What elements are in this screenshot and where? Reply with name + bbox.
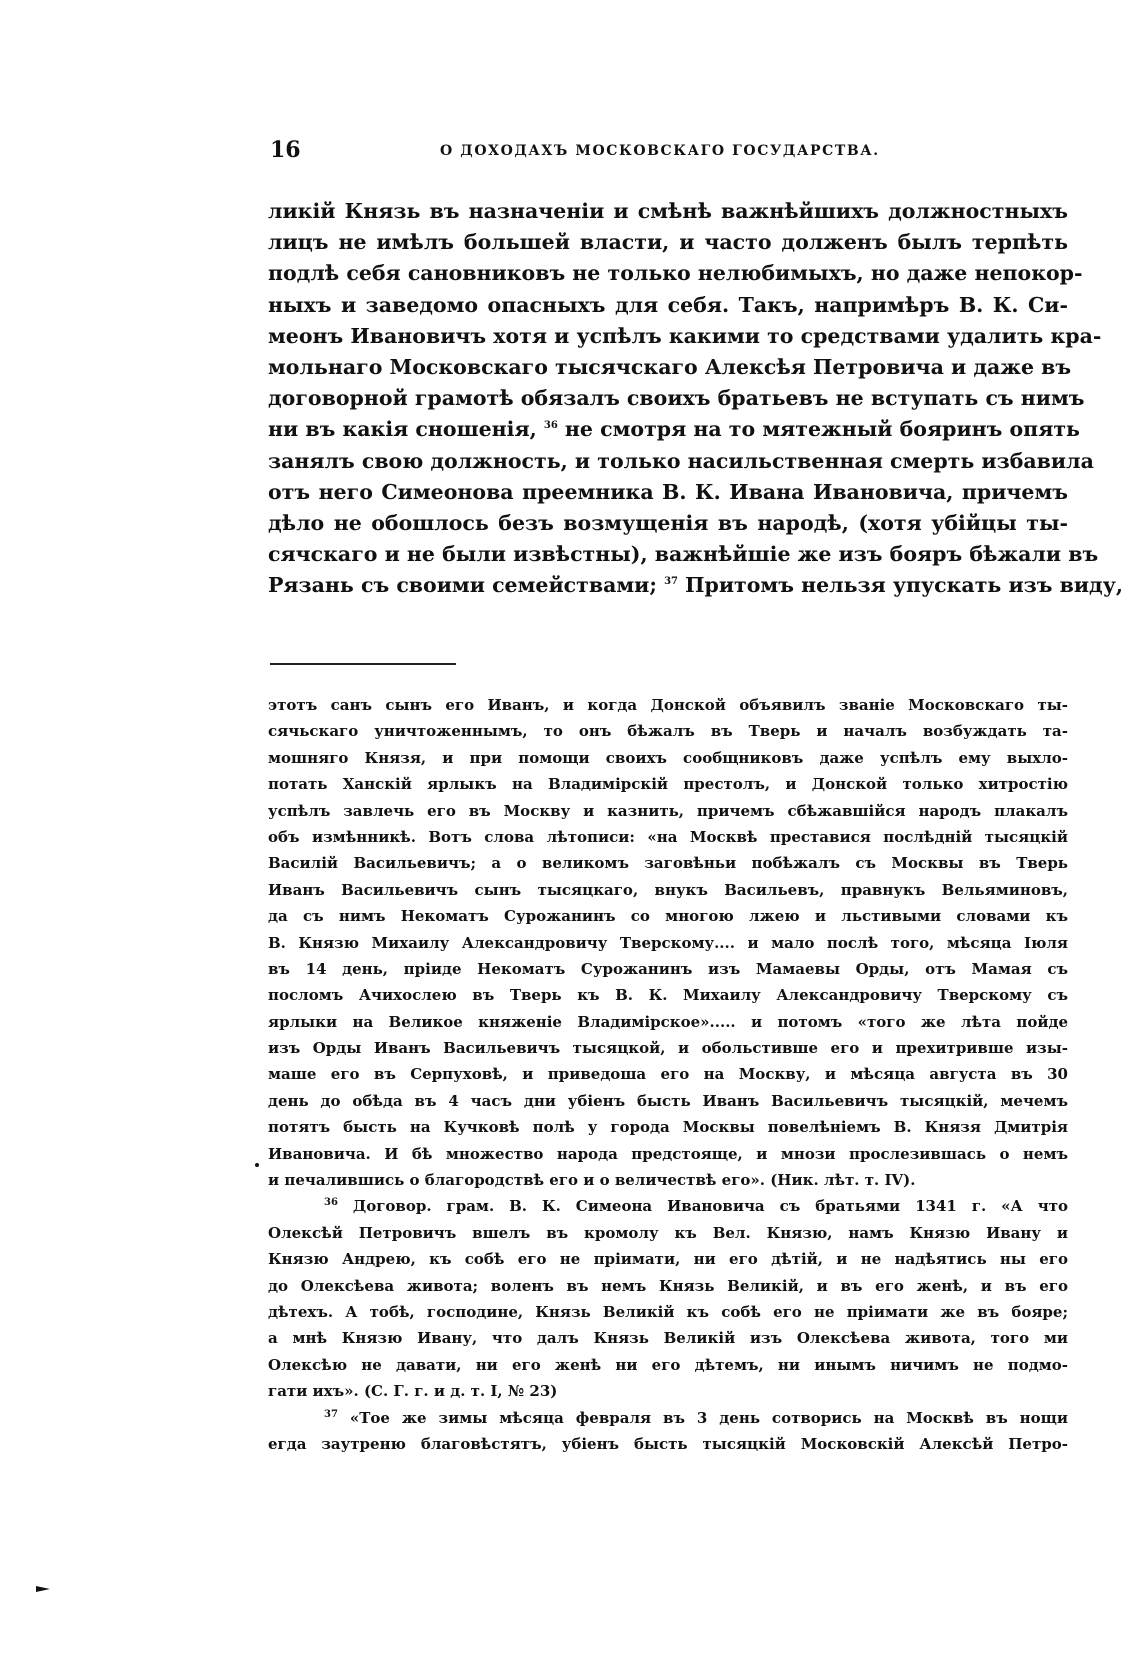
footnote-line: день до обѣда въ 4 часъ дни убіенъ бысть Иванъ Васильевичъ тысяцкій, мечемъ [268, 1091, 1068, 1110]
main-line: меонъ Ивановичъ хотя и успѣлъ какими то средствами удалить кра- [268, 323, 1102, 348]
footnote-line: дѣтехъ. А тобѣ, господине, Князь Великій къ собѣ его не пріимати же въ бояре; [268, 1302, 1068, 1321]
page-header [270, 137, 1070, 167]
footnote-line: Олексѣю не давати, ни его женѣ ни его дѣтемъ, ни инымъ ничимъ не подмо- [268, 1355, 1068, 1374]
footnotes [268, 692, 1068, 1457]
main-text-segment: Притомъ нельзя упускать изъ виду, [678, 573, 1123, 598]
main-line [268, 414, 1080, 445]
footnote-line: ярлыки на Великое княженіе Владимірское»..... и потомъ «того же лѣта пойде [268, 1012, 1068, 1031]
footnote-37-text: «Тое же зимы мѣсяца февраля въ 3 день сотворись на Москвѣ въ нощи [337, 1408, 1068, 1427]
main-text-segment: ни въ какія сношенія, [268, 417, 544, 442]
footnote-line: В. Князю Михаилу Александровичу Тверскому.... и мало послѣ того, мѣсяца Іюля [268, 933, 1068, 952]
footnote-36-first-line [268, 1193, 1068, 1219]
main-text-segment: Рязань съ своими семействами; [268, 573, 665, 598]
footnote-line: сячьскаго уничтоженнымъ, то онъ бѣжалъ въ Тверь и началъ возбуждать та- [268, 722, 1068, 741]
main-line: ныхъ и заведомо опасныхъ для себя. Такъ, напримѣръ В. К. Си- [268, 292, 1068, 317]
footnote-line: успѣлъ завлечь его въ Москву и казнить, причемъ сбѣжавшійся народъ плакалъ [268, 801, 1068, 820]
footnote-line: Олексѣй Петровичъ вшелъ въ кромолу къ Вел. Князю, намъ Князю Ивану и [268, 1223, 1068, 1242]
footnote-marker-36: 36 [324, 1197, 338, 1209]
margin-dot [255, 1163, 259, 1167]
main-line: занялъ свою должность, и только насильственная смерть избавила [268, 448, 1094, 473]
footnote-line: Василій Васильевичъ; а о великомъ заговѣньи побѣжалъ съ Москвы въ Тверь [268, 854, 1068, 873]
main-line: дѣло не обошлось безъ возмущенія въ народѣ, (хотя убійцы ты- [268, 510, 1068, 535]
main-line: ликій Князь въ назначеніи и смѣнѣ важнѣйшихъ должностныхъ [268, 199, 1068, 223]
footnote-line: до Олексѣева живота; воленъ въ немъ Князь Великій, и въ его женѣ, и въ его [268, 1276, 1068, 1295]
footnote-line: егда заутреню благовѣстятъ, убіенъ бысть тысяцкій Московскій Алексѣй Петро- [268, 1434, 1068, 1453]
footnote-line: Князю Андрею, къ собѣ его не пріимати, ни его дѣтій, и не надѣятись ны его [268, 1250, 1068, 1269]
footnote-ref-37: 37 [664, 576, 679, 588]
main-text [268, 196, 1123, 601]
arrow-right-icon [36, 1586, 50, 1592]
page-number: 16 [270, 137, 301, 163]
footnote-37-first-line [268, 1405, 1068, 1431]
footnote-line: гати ихъ». (С. Г. г. и д. т. I, № 23) [268, 1382, 558, 1401]
main-line: мольнаго Московскаго тысячскаго Алексѣя Петровича и даже въ [268, 354, 1072, 379]
footnote-divider [270, 663, 456, 665]
main-line: договорной грамотѣ обязалъ своихъ братьевъ не вступать съ нимъ [268, 386, 1085, 411]
running-title: О ДОХОДАХЪ МОСКОВСКАГО ГОСУДАРСТВА. [440, 143, 880, 159]
footnote-line: объ измѣнникѣ. Вотъ слова лѣтописи: «на Москвѣ преставися послѣдній тысяцкій [268, 827, 1068, 846]
footnote-line: Иванъ Васильевичъ сынъ тысяцкаго, внукъ Васильевъ, правнукъ Вельяминовъ, [268, 880, 1068, 899]
footnote-line: потятъ бысть на Кучковѣ полѣ у города Москвы повелѣніемъ В. Князя Дмитрія [268, 1118, 1068, 1137]
footnote-line: посломъ Ачихослею въ Тверь къ В. К. Михаилу Александровичу Тверскому съ [268, 986, 1068, 1005]
footnote-line: да съ нимъ Некоматъ Сурожанинъ со многою лжею и льстивыми словами къ [268, 907, 1068, 926]
main-text-segment: не смотря на то мятежный бояринъ опять [557, 417, 1080, 442]
footnote-line: Ивановича. И бѣ множество народа предстояще, и мнози прослезившась о немъ [268, 1144, 1068, 1163]
footnote-line: въ 14 день, пріиде Некоматъ Сурожанинъ изъ Мамаевы Орды, отъ Мамая съ [268, 959, 1068, 978]
main-line: отъ него Симеонова преемника В. К. Ивана Ивановича, причемъ [268, 479, 1068, 504]
footnote-line: изъ Орды Иванъ Васильевичъ тысяцкой, и обольстивше его и прехитривше изы- [268, 1039, 1068, 1058]
footnote-line: мошняго Князя, и при помощи своихъ сообщниковъ даже успѣлъ ему выхло- [268, 748, 1068, 767]
footnote-36-text: Договор. грам. В. К. Симеона Ивановича съ братьями 1341 г. «А что [337, 1197, 1068, 1216]
footnote-line: маше его въ Серпуховѣ, и приведоша его на Москву, и мѣсяца августа въ 30 [268, 1065, 1068, 1084]
main-line: лицъ не имѣлъ большей власти, и часто долженъ былъ терпѣть [268, 230, 1068, 255]
footnote-line: потать Ханскій ярлыкъ на Владимірскій престолъ, и Донской только хитростію [268, 775, 1068, 794]
footnote-marker-37: 37 [324, 1408, 338, 1420]
main-line: сячскаго и не были извѣстны), важнѣйшіе же изъ бояръ бѣжали въ [268, 542, 1099, 567]
footnote-line: а мнѣ Князю Ивану, что далъ Князь Великій изъ Олексѣева живота, того ми [268, 1329, 1068, 1348]
main-line [268, 570, 1123, 601]
footnote-ref-36: 36 [543, 420, 558, 432]
footnote-line: этотъ санъ сынъ его Иванъ, и когда Донской объявилъ званіе Московскаго ты- [268, 696, 1068, 714]
footnote-line: и печалившись о благородствѣ его и о величествѣ его». (Ник. лѣт. т. IV). [268, 1171, 916, 1190]
main-line: подлѣ себя сановниковъ не только нелюбимыхъ, но даже непокор- [268, 261, 1083, 286]
